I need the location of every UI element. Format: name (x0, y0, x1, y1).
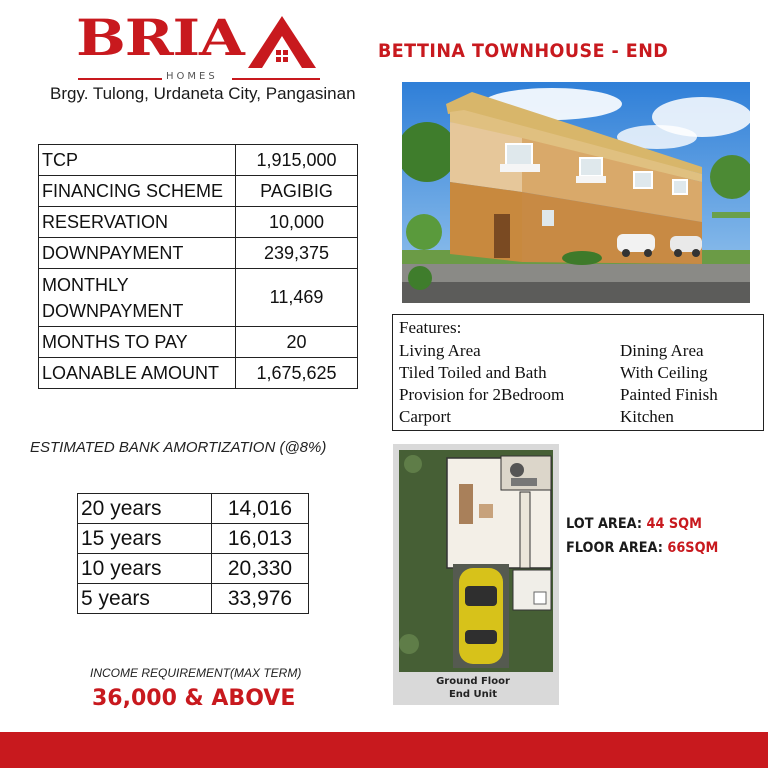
project-address: Brgy. Tulong, Urdaneta City, Pangasinan (50, 84, 356, 103)
feature-item: Tiled Toiled and Bath (399, 363, 547, 382)
price-label: LOANABLE AMOUNT (39, 358, 236, 389)
house-roof-icon (246, 14, 318, 70)
model-title: BETTINA TOWNHOUSE - END (378, 40, 669, 62)
plan-caption-2: End Unit (448, 689, 498, 700)
price-label: MONTHLY DOWNPAYMENT (39, 269, 236, 327)
price-value: 239,375 (236, 238, 358, 269)
feature-item: Painted Finish (620, 385, 718, 404)
feature-item: Kitchen (620, 407, 674, 426)
pricing-table (38, 144, 358, 389)
price-value: 1,915,000 (236, 145, 358, 176)
table-row (78, 494, 309, 524)
income-requirement-value: 36,000 & ABOVE (84, 682, 310, 716)
logo-divider-right (232, 78, 320, 80)
table-row (78, 584, 309, 614)
price-value: 10,000 (236, 207, 358, 238)
price-value: 20 (236, 327, 358, 358)
lot-area (566, 516, 702, 532)
bria-logo (76, 8, 320, 82)
floor-plan-image (393, 444, 559, 705)
floor-area (566, 540, 718, 556)
price-label: FINANCING SCHEME (39, 176, 236, 207)
floor-area-label: FLOOR AREA: (566, 540, 663, 556)
lot-area-value: 44 SQM (646, 516, 702, 532)
table-row (39, 327, 358, 358)
term-cell: 15 years (78, 524, 212, 554)
logo-divider-left (78, 78, 162, 80)
amount-cell: 20,330 (212, 554, 309, 584)
features-heading: Features: (399, 318, 462, 337)
footer-band (0, 732, 768, 768)
floor-area-value: 66SQM (667, 540, 719, 556)
amount-cell: 33,976 (212, 584, 309, 614)
price-label: MONTHS TO PAY (39, 327, 236, 358)
feature-item: Provision for 2Bedroom (399, 385, 565, 404)
amortization-table (77, 493, 309, 614)
price-label: RESERVATION (39, 207, 236, 238)
feature-item: With Ceiling (620, 363, 708, 382)
feature-item: Dining Area (620, 341, 704, 360)
income-requirement-label: INCOME REQUIREMENT(MAX TERM) (90, 666, 302, 680)
table-row (39, 269, 358, 327)
table-row (39, 358, 358, 389)
feature-item: Living Area (399, 341, 481, 360)
logo-subtitle: HOMES (166, 71, 218, 82)
term-cell: 5 years (78, 584, 212, 614)
table-row (39, 145, 358, 176)
plan-caption-1: Ground Floor (436, 676, 510, 687)
amount-cell: 16,013 (212, 524, 309, 554)
features-box (392, 314, 764, 431)
price-value: 1,675,625 (236, 358, 358, 389)
table-row (78, 524, 309, 554)
term-cell: 10 years (78, 554, 212, 584)
townhouse-render-image (402, 82, 750, 303)
table-row (39, 238, 358, 269)
feature-item: Carport (399, 407, 451, 426)
amortization-title: ESTIMATED BANK AMORTIZATION (@8%) (30, 439, 327, 456)
lot-area-label: LOT AREA: (566, 516, 643, 532)
price-label: TCP (39, 145, 236, 176)
price-value: PAGIBIG (236, 176, 358, 207)
amount-cell: 14,016 (212, 494, 309, 524)
table-row (78, 554, 309, 584)
term-cell: 20 years (78, 494, 212, 524)
price-value: 11,469 (236, 269, 358, 327)
price-label: DOWNPAYMENT (39, 238, 236, 269)
table-row (39, 176, 358, 207)
logo-wordmark: BRIA (76, 8, 244, 67)
table-row (39, 207, 358, 238)
